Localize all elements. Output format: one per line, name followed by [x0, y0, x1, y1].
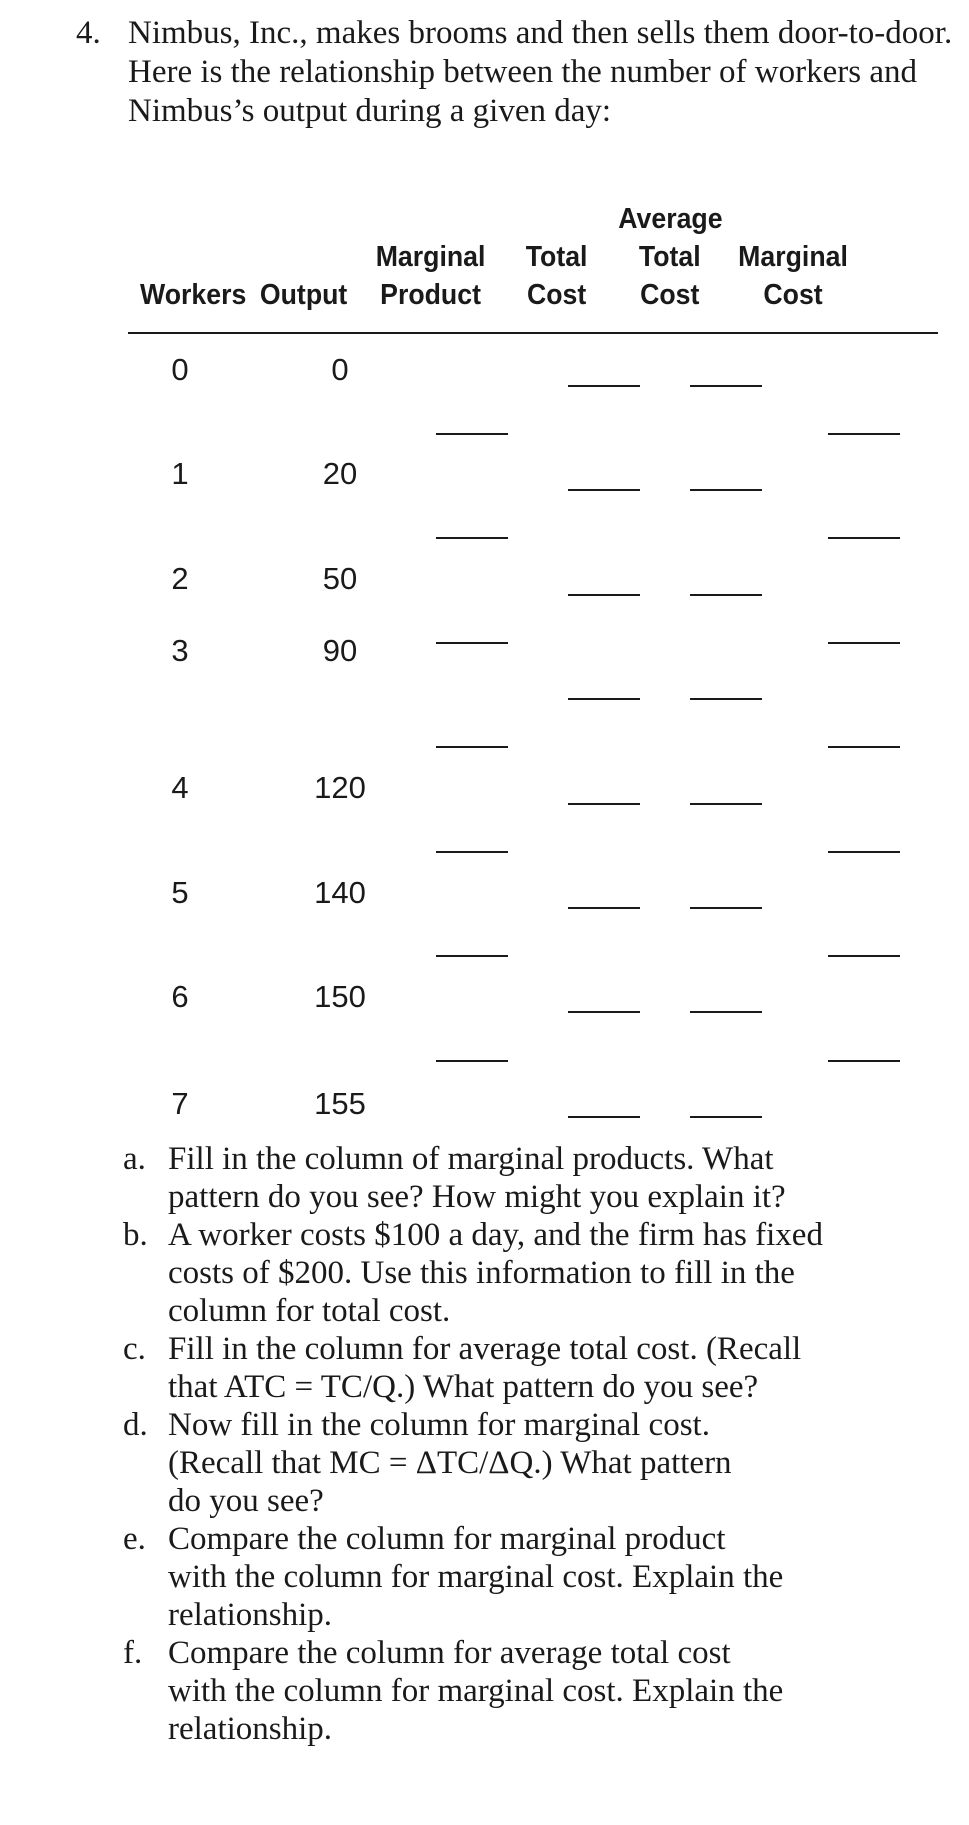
- total-cost-blank[interactable]: [568, 698, 640, 700]
- marginal-cost-blank[interactable]: [828, 433, 900, 435]
- row-1-output: 20: [322, 456, 358, 491]
- average-total-cost-blank[interactable]: [690, 1011, 762, 1013]
- part-c: c. Fill in the column for average total cost. (Recall that ATC = TC/Q.) What pattern do you see?: [123, 1331, 802, 1405]
- question-parts: [123, 1140, 963, 1748]
- header-average-total-cost: Average Total Cost: [618, 203, 723, 311]
- marginal-product-blank[interactable]: [436, 642, 508, 644]
- row-4-output: 120: [314, 770, 366, 805]
- table-header: [0, 196, 891, 326]
- total-cost-blank[interactable]: [568, 907, 640, 909]
- total-cost-blank[interactable]: [568, 489, 640, 491]
- row-2-workers: 2: [171, 561, 189, 596]
- row-1-workers: 1: [171, 456, 189, 491]
- problem-intro: [76, 14, 956, 131]
- row-7-output: 155: [314, 1086, 366, 1121]
- row-5-output: 140: [314, 875, 366, 910]
- average-total-cost-blank[interactable]: [690, 594, 762, 596]
- marginal-product-blank[interactable]: [436, 537, 508, 539]
- average-total-cost-blank[interactable]: [690, 1116, 762, 1118]
- total-cost-blank[interactable]: [568, 385, 640, 387]
- marginal-cost-blank[interactable]: [828, 955, 900, 957]
- average-total-cost-blank[interactable]: [690, 698, 762, 700]
- total-cost-blank[interactable]: [568, 1011, 640, 1013]
- header-rule: [128, 332, 938, 334]
- problem-text: Nimbus, Inc., makes brooms and then sells them door-to-door. Here is the relationship between the number of workers and Nimbus’s output during a given day:: [128, 15, 953, 129]
- header-total-cost: Total Cost: [525, 241, 588, 311]
- marginal-product-blank[interactable]: [436, 746, 508, 748]
- header-workers: Workers: [140, 279, 247, 311]
- average-total-cost-blank[interactable]: [690, 803, 762, 805]
- row-4-workers: 4: [171, 770, 189, 805]
- header-output: Output: [259, 279, 348, 311]
- marginal-product-blank[interactable]: [436, 955, 508, 957]
- average-total-cost-blank[interactable]: [690, 489, 762, 491]
- total-cost-blank[interactable]: [568, 594, 640, 596]
- total-cost-blank[interactable]: [568, 803, 640, 805]
- marginal-cost-blank[interactable]: [828, 537, 900, 539]
- row-0-output: 0: [331, 352, 349, 387]
- row-6-output: 150: [314, 979, 366, 1014]
- part-e: e. Compare the column for marginal product with the column for marginal cost. Explain the relationship.: [123, 1521, 784, 1633]
- part-f: f. Compare the column for average total cost with the column for marginal cost. Explain the relationship.: [123, 1635, 784, 1747]
- header-marginal-cost: Marginal Cost: [738, 241, 848, 311]
- part-a: a. Fill in the column of marginal products. What pattern do you see? How might you explain it?: [123, 1141, 786, 1215]
- marginal-product-blank[interactable]: [436, 851, 508, 853]
- part-d: d. Now fill in the column for marginal cost. (Recall that MC = ΔTC/ΔQ.) What pattern do you see?: [123, 1407, 732, 1519]
- row-6-workers: 6: [171, 979, 189, 1014]
- part-b: b. A worker costs $100 a day, and the firm has fixed costs of $200. Use this information to fill in the column for total cost.: [123, 1217, 823, 1329]
- marginal-cost-blank[interactable]: [828, 746, 900, 748]
- row-5-workers: 5: [171, 875, 189, 910]
- row-7-workers: 7: [171, 1086, 189, 1121]
- average-total-cost-blank[interactable]: [690, 907, 762, 909]
- row-3-output: 90: [322, 633, 358, 668]
- marginal-product-blank[interactable]: [436, 433, 508, 435]
- marginal-cost-blank[interactable]: [828, 642, 900, 644]
- total-cost-blank[interactable]: [568, 1116, 640, 1118]
- row-3-workers: 3: [171, 633, 189, 668]
- marginal-cost-blank[interactable]: [828, 851, 900, 853]
- average-total-cost-blank[interactable]: [690, 385, 762, 387]
- marginal-product-blank[interactable]: [436, 1060, 508, 1062]
- row-0-workers: 0: [171, 352, 189, 387]
- header-marginal-product: Marginal Product: [375, 241, 486, 311]
- marginal-cost-blank[interactable]: [828, 1060, 900, 1062]
- problem-number: 4.: [76, 15, 101, 51]
- row-2-output: 50: [322, 561, 358, 596]
